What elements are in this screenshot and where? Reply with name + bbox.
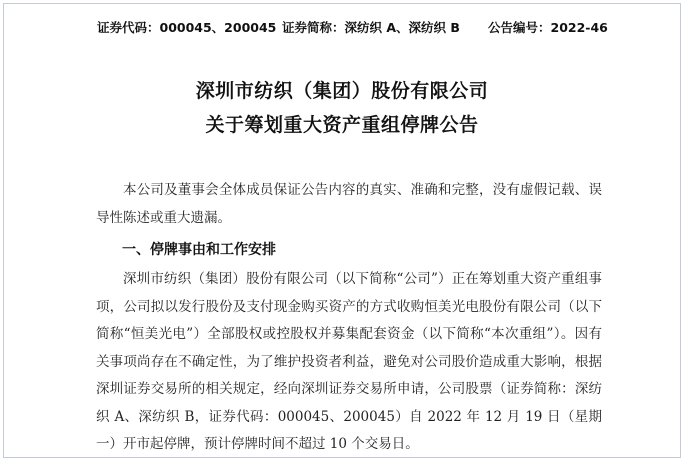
section-paragraph: 深圳市纺织（集团）股份有限公司（以下简称“公司”）正在筹划重大资产重组事项，公司拟以发行股份及支付现金购买资产的方式收购恒美光电股份有限公司（以下简称“恒美光电”）全部股权或控股权并募集配套资金（以下简称“本次重组”）。因有关事项尚存在不确定性，为了维护投资者利益，避免对公司股价造成重大影响，根据深圳证券交易所的相关规定，经向深圳证券交易所申请，公司股票（证券简称：深纺织 A、深纺织 B，证券代码：000045、200045）自 2022 年 12 月 19 日（星期一）开市起停牌，预计停牌时间不超过 10 个交易日。 <box>96 271 602 452</box>
document-header <box>4 18 680 38</box>
notice-number: 公告编号：2022-46 <box>488 20 608 35</box>
document-page <box>3 3 681 458</box>
company-title: 深圳市纺织（集团）股份有限公司 <box>195 80 489 102</box>
section-heading: 一、停牌事由和工作安排 <box>122 242 276 258</box>
accuracy-statement: 本公司及董事会全体成员保证公告内容的真实、准确和完整，没有虚假记载、误导性陈述或重大遗漏。 <box>96 182 602 226</box>
stock-abbreviation: 证券简称：深纺织 A、深纺织 B <box>282 20 460 35</box>
announcement-title: 关于筹划重大资产重组停牌公告 <box>205 114 479 136</box>
stock-code: 证券代码：000045、200045 <box>97 20 277 35</box>
